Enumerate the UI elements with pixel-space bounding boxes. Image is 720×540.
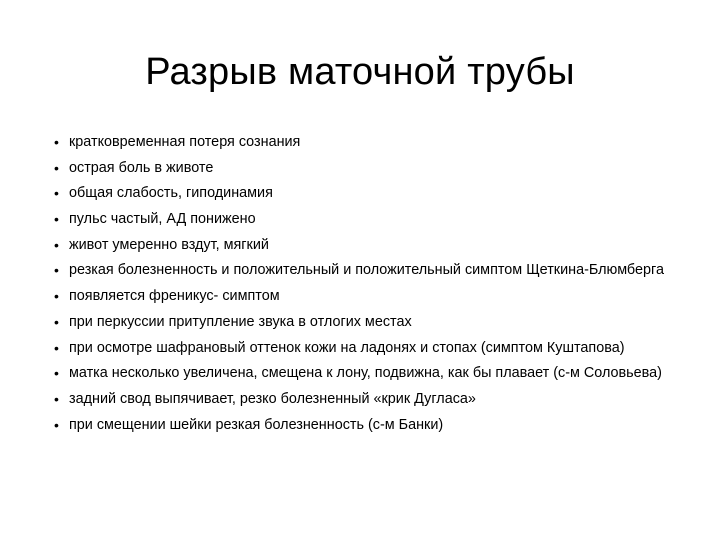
bullet-icon: •	[54, 365, 59, 382]
list-item	[52, 183, 692, 203]
list-item-text: при перкуссии притупление звука в отлогих местах	[69, 313, 412, 330]
list-item-text: кратковременная потеря сознания	[69, 134, 301, 150]
list-item	[52, 389, 692, 409]
list-item-text: при осмотре шафрановый оттенок кожи на ладонях и стопах (симптом Куштапова)	[69, 339, 625, 356]
list-item	[52, 286, 692, 306]
list-item	[52, 338, 692, 358]
bullet-icon: •	[54, 262, 59, 279]
bullet-icon: •	[54, 288, 59, 305]
bullet-icon: •	[54, 416, 59, 433]
bullet-icon: •	[54, 390, 59, 407]
list-item	[52, 158, 692, 178]
list-item-text: при смещении шейки резкая болезненность (с-м Банки)	[69, 416, 444, 433]
list-item-text: матка несколько увеличена, смещена к лону, подвижна, как бы плавает (с-м Соловьева)	[69, 365, 662, 382]
bullet-icon: •	[54, 211, 59, 228]
list-item	[52, 312, 692, 332]
bullet-icon: •	[54, 134, 59, 150]
list-item	[52, 132, 692, 152]
bullet-list	[52, 132, 692, 440]
list-item	[52, 209, 692, 229]
list-item	[52, 363, 692, 383]
bullet-icon: •	[54, 185, 59, 202]
list-item-text: задний свод выпячивает, резко болезненный «крик Дугласа»	[69, 390, 476, 407]
list-item-text: общая слабость, гиподинамия	[69, 185, 273, 202]
list-item-text: пульс частый, АД понижено	[69, 211, 256, 228]
slide-title: Разрыв маточной трубы	[145, 51, 575, 93]
list-item-text: острая боль в животе	[69, 159, 214, 176]
list-item-text: живот умеренно вздут, мягкий	[69, 236, 269, 253]
bullet-icon: •	[54, 339, 59, 356]
list-item	[52, 415, 692, 435]
bullet-icon: •	[54, 236, 59, 253]
list-item-text: резкая болезненность и положительный и положительный симптом Щеткина-Блюмберга	[69, 262, 664, 279]
list-item	[52, 235, 692, 255]
list-item-text: появляется френикус- симптом	[69, 288, 280, 305]
list-item	[52, 260, 692, 280]
bullet-icon: •	[54, 159, 59, 176]
bullet-icon: •	[54, 313, 59, 330]
